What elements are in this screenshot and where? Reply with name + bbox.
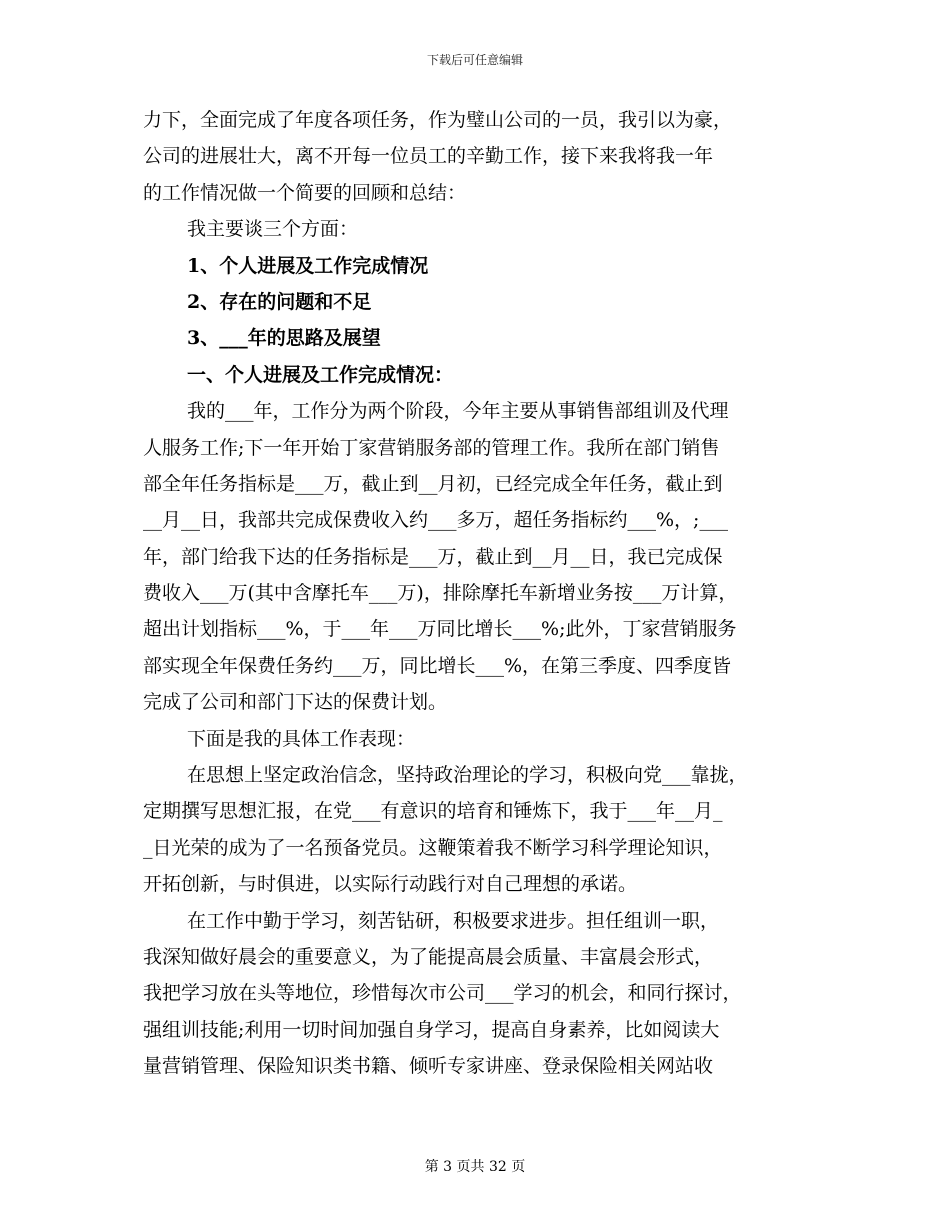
paragraph-line: 我的___年，工作分为两个阶段，今年主要从事销售部组训及代理	[187, 400, 729, 423]
paragraph-line: 我主要谈三个方面：	[187, 218, 359, 241]
paragraph-line: 在思想上坚定政治信念，坚持政治理论的学习，积极向党___靠拢，	[187, 764, 748, 787]
paragraph-line: 开拓创新，与时俱进，以实际行动践行对自己理想的承诺。	[143, 873, 638, 896]
paragraph-line: 的工作情况做一个简要的回顾和总结：	[143, 181, 467, 204]
paragraph-line: 费收入___万(其中含摩托车___万)，排除摩托车新增业务按___万计算，	[143, 582, 738, 605]
paragraph-line: 定期撰写思想汇报，在党___有意识的培育和锤炼下，我于___年__月_	[143, 800, 723, 823]
section-heading: 一、个人进展及工作完成情况：	[187, 363, 454, 386]
paragraph-line: 超出计划指标___%，于___年___万同比增长___%;此外，丁家营销服务	[143, 618, 737, 641]
paragraph-line: _日光荣的成为了一名预备党员。这鞭策着我不断学习科学理论知识，	[143, 836, 723, 859]
paragraph-line: __月__日，我部共完成保费收入约___多万，超任务指标约___%，;___	[143, 509, 728, 532]
paragraph-line: 公司的进展壮大，离不开每一位员工的辛勤工作，接下来我将我一年	[143, 145, 714, 168]
page-footer: 第 3 页共 32 页	[424, 1159, 526, 1175]
paragraph-line: 在工作中勤于学习，刻苦钻研，积极要求进步。担任组训一职，	[187, 909, 720, 932]
paragraph-line: 完成了公司和部门下达的保费计划。	[143, 691, 448, 714]
list-item: 3、___年的思路及展望	[187, 327, 381, 350]
page-header: 下载后可任意编辑	[426, 53, 523, 67]
paragraph-line: 下面是我的具体工作表现：	[187, 727, 416, 750]
list-item: 1、个人进展及工作完成情况	[187, 254, 429, 277]
paragraph-line: 我把学习放在头等地位，珍惜每次市公司___学习的机会，和同行探讨，	[143, 982, 742, 1005]
paragraph-line: 我深知做好晨会的重要意义，为了能提高晨会质量、丰富晨会形式，	[143, 945, 714, 968]
paragraph-line: 人服务工作;下一年开始丁家营销服务部的管理工作。我所在部门销售	[143, 436, 720, 459]
paragraph-line: 部实现全年保费任务约___万，同比增长___%，在第三季度、四季度皆	[143, 654, 732, 677]
list-item: 2、存在的问题和不足	[187, 290, 372, 313]
paragraph-line: 强组训技能;利用一切时间加强自身学习，提高自身素养，比如阅读大	[143, 1018, 720, 1041]
paragraph-line: 量营销管理、保险知识类书籍、倾听专家讲座、登录保险相关网站收	[143, 1055, 714, 1078]
document-body	[143, 102, 819, 1085]
paragraph-line: 年，部门给我下达的任务指标是___万，截止到__月__日，我已完成保	[143, 545, 723, 568]
paragraph-line: 部全年任务指标是___万，截止到__月初，已经完成全年任务，截止到	[143, 472, 723, 495]
paragraph-line: 力下，全面完成了年度各项任务，作为璧山公司的一员，我引以为豪，	[143, 109, 733, 131]
